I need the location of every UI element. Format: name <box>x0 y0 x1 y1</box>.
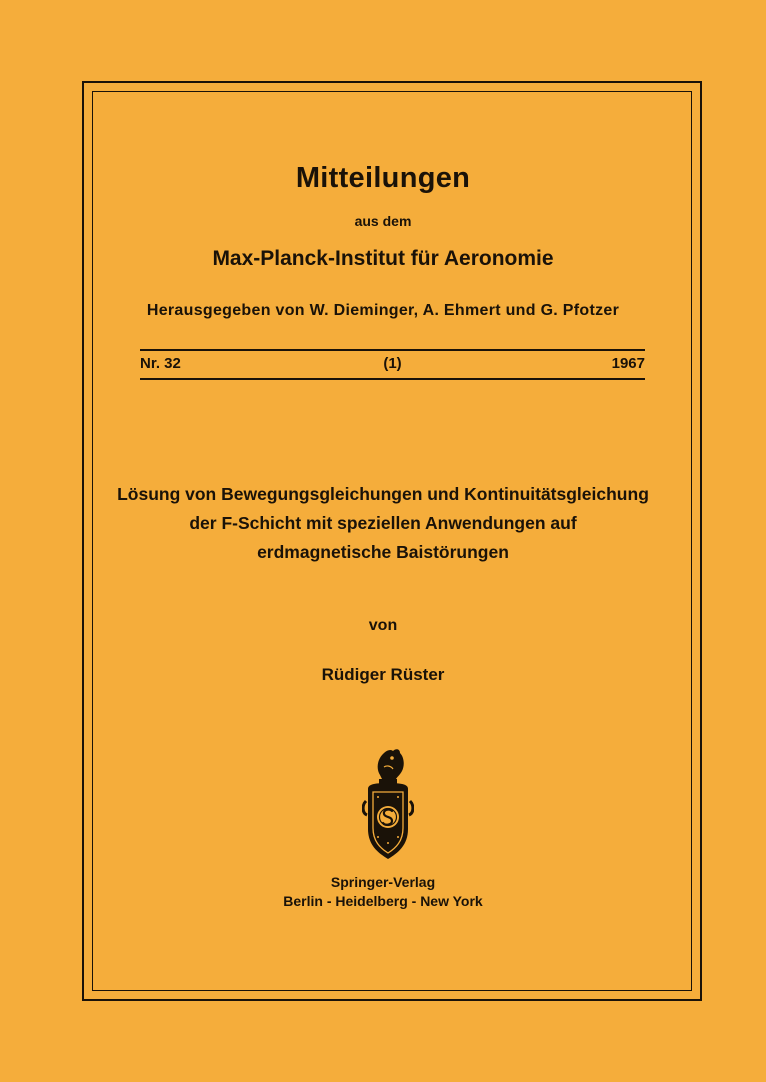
issue-row <box>140 355 645 375</box>
author-name: Rüdiger Rüster <box>321 665 445 684</box>
work-title <box>0 480 766 567</box>
issue-year: 1967 <box>611 355 645 372</box>
by-text: von <box>368 617 398 634</box>
publisher-cities: Berlin - Heidelberg - New York <box>283 893 483 909</box>
issue-number: Nr. 32 <box>140 355 181 372</box>
editors-line: Herausgegeben von W. Dieminger, A. Ehmert und G. Pfotzer <box>146 302 620 319</box>
work-title-line-1: Lösung von Bewegungsgleichungen und Kontinuitätsgleichung <box>117 484 649 504</box>
publisher-name: Springer-Verlag <box>330 874 436 890</box>
work-title-line-3: erdmagnetische Baistörungen <box>257 542 509 562</box>
institute-name: Max-Planck-Institut für Aeronomie <box>212 247 554 270</box>
work-title-line-2: der F-Schicht mit speziellen Anwendungen auf <box>189 513 577 533</box>
series-from-text: aus dem <box>354 213 412 229</box>
bottom-rule <box>140 378 645 380</box>
issue-part: (1) <box>383 355 402 372</box>
top-rule <box>140 349 645 351</box>
series-title: Mitteilungen <box>295 162 471 194</box>
springer-knight-logo-icon <box>362 745 414 863</box>
